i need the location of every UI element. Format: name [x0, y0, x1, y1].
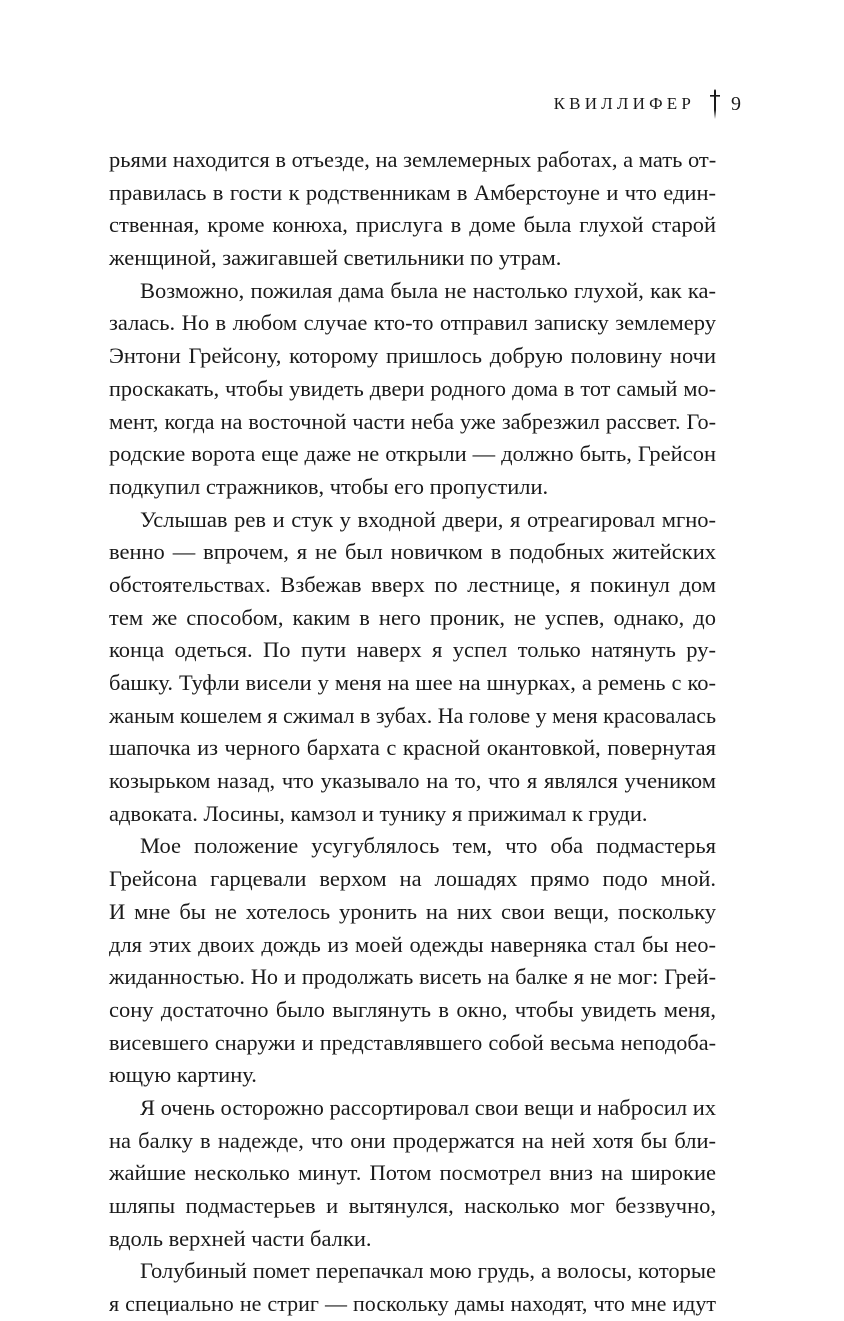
paragraph [109, 275, 716, 504]
running-header [0, 88, 741, 120]
page-number: 9 [731, 92, 741, 115]
text-line: на балку в надежде, что они продержатся на ней хотя бы бли- [109, 1127, 716, 1153]
text-line: ственная, кроме конюха, прислуга в доме была глухой старой [109, 212, 716, 238]
text-line: правилась в гости к родственникам в Амберстоуне и что един- [109, 179, 716, 205]
text-line: для этих двоих дождь из моей одежды наверняка стал бы нео- [109, 931, 716, 957]
text-line: Грейсона гарцевали верхом на лошадях прямо подо мной. [109, 866, 716, 892]
text-line: шляпы подмастерьев и вытянулся, насколько мог беззвучно, [109, 1193, 716, 1218]
text-line: ющую картину. [109, 1062, 257, 1088]
text-line: жиданностью. Но и продолжать висеть на балке я не мог: Грей- [109, 964, 716, 990]
dagger-ornament-icon [709, 89, 721, 119]
text-line: женщиной, зажигавшей светильники по утрам. [109, 245, 562, 271]
text-line: висевшего снаружи и представлявшего собой весьма неподоба- [109, 1029, 716, 1055]
text-line: венно — впрочем, я не был новичком в подобных житейских [109, 539, 716, 565]
body-text [109, 144, 716, 1321]
text-line: Энтони Грейсону, которому пришлось добрую половину ночи [109, 343, 716, 369]
text-line: жайшие несколько минут. Потом посмотрел вниз на широкие [109, 1160, 716, 1186]
text-line: адвоката. Лосины, камзол и тунику я прижимал к груди. [109, 800, 648, 826]
paragraph [109, 830, 716, 1092]
text-line: подкупил стражников, чтобы его пропустили. [109, 473, 549, 499]
text-line: залась. Но в любом случае кто-то отправил записку землемеру [109, 310, 716, 336]
paragraph [109, 1092, 716, 1255]
text-line: мент, когда на восточной части неба уже забрезжил рассвет. Го- [109, 408, 716, 434]
text-line: тем же способом, каким в него проник, не успев, однако, до [109, 604, 716, 630]
text-line: Услышав рев и стук у входной двери, я отреагировал мгно- [140, 506, 716, 532]
paragraph [109, 504, 716, 831]
text-line: Я очень осторожно рассортировал свои вещи и набросил их [140, 1094, 716, 1120]
text-line: Голубиный помет перепачкал мою грудь, а волосы, которые [140, 1258, 716, 1284]
text-line: обстоятельствах. Взбежав вверх по лестнице, я покинул дом [109, 571, 716, 597]
text-line: вдоль верхней части балки. [109, 1225, 372, 1251]
running-title: КВИЛЛИФЕР [553, 94, 695, 113]
text-line: шапочка из черного бархата с красной окантовкой, повернутая [109, 735, 716, 761]
text-line: башку. Туфли висели у меня на шее на шнурках, а ремень с ко- [109, 670, 716, 695]
text-line: сону достаточно было выглянуть в окно, чтобы увидеть меня, [109, 996, 716, 1022]
text-line: Мое положение усугублялось тем, что оба подмастерья [140, 833, 716, 859]
text-line: козырьком назад, что указывало на то, что я являлся учеником [109, 768, 716, 794]
text-line: проскакать, чтобы увидеть двери родного дома в тот самый мо- [109, 375, 716, 401]
text-line: жаным кошелем я сжимал в зубах. На голове у меня красовалась [109, 702, 716, 728]
text-line: И мне бы не хотелось уронить на них свои вещи, поскольку [109, 898, 716, 924]
text-line: рьями находится в отъезде, на землемерных работах, а мать от- [109, 147, 717, 172]
paragraph [109, 144, 716, 275]
text-line: родские ворота еще даже не открыли — должно быть, Грейсон [109, 441, 716, 467]
text-line: конца одеться. По пути наверх я успел только натянуть ру- [109, 637, 716, 663]
text-line: Возможно, пожилая дама была не настолько глухой, как ка- [140, 277, 716, 303]
text-line: я специально не стриг — поскольку дамы находят, что мне идут [109, 1291, 716, 1317]
